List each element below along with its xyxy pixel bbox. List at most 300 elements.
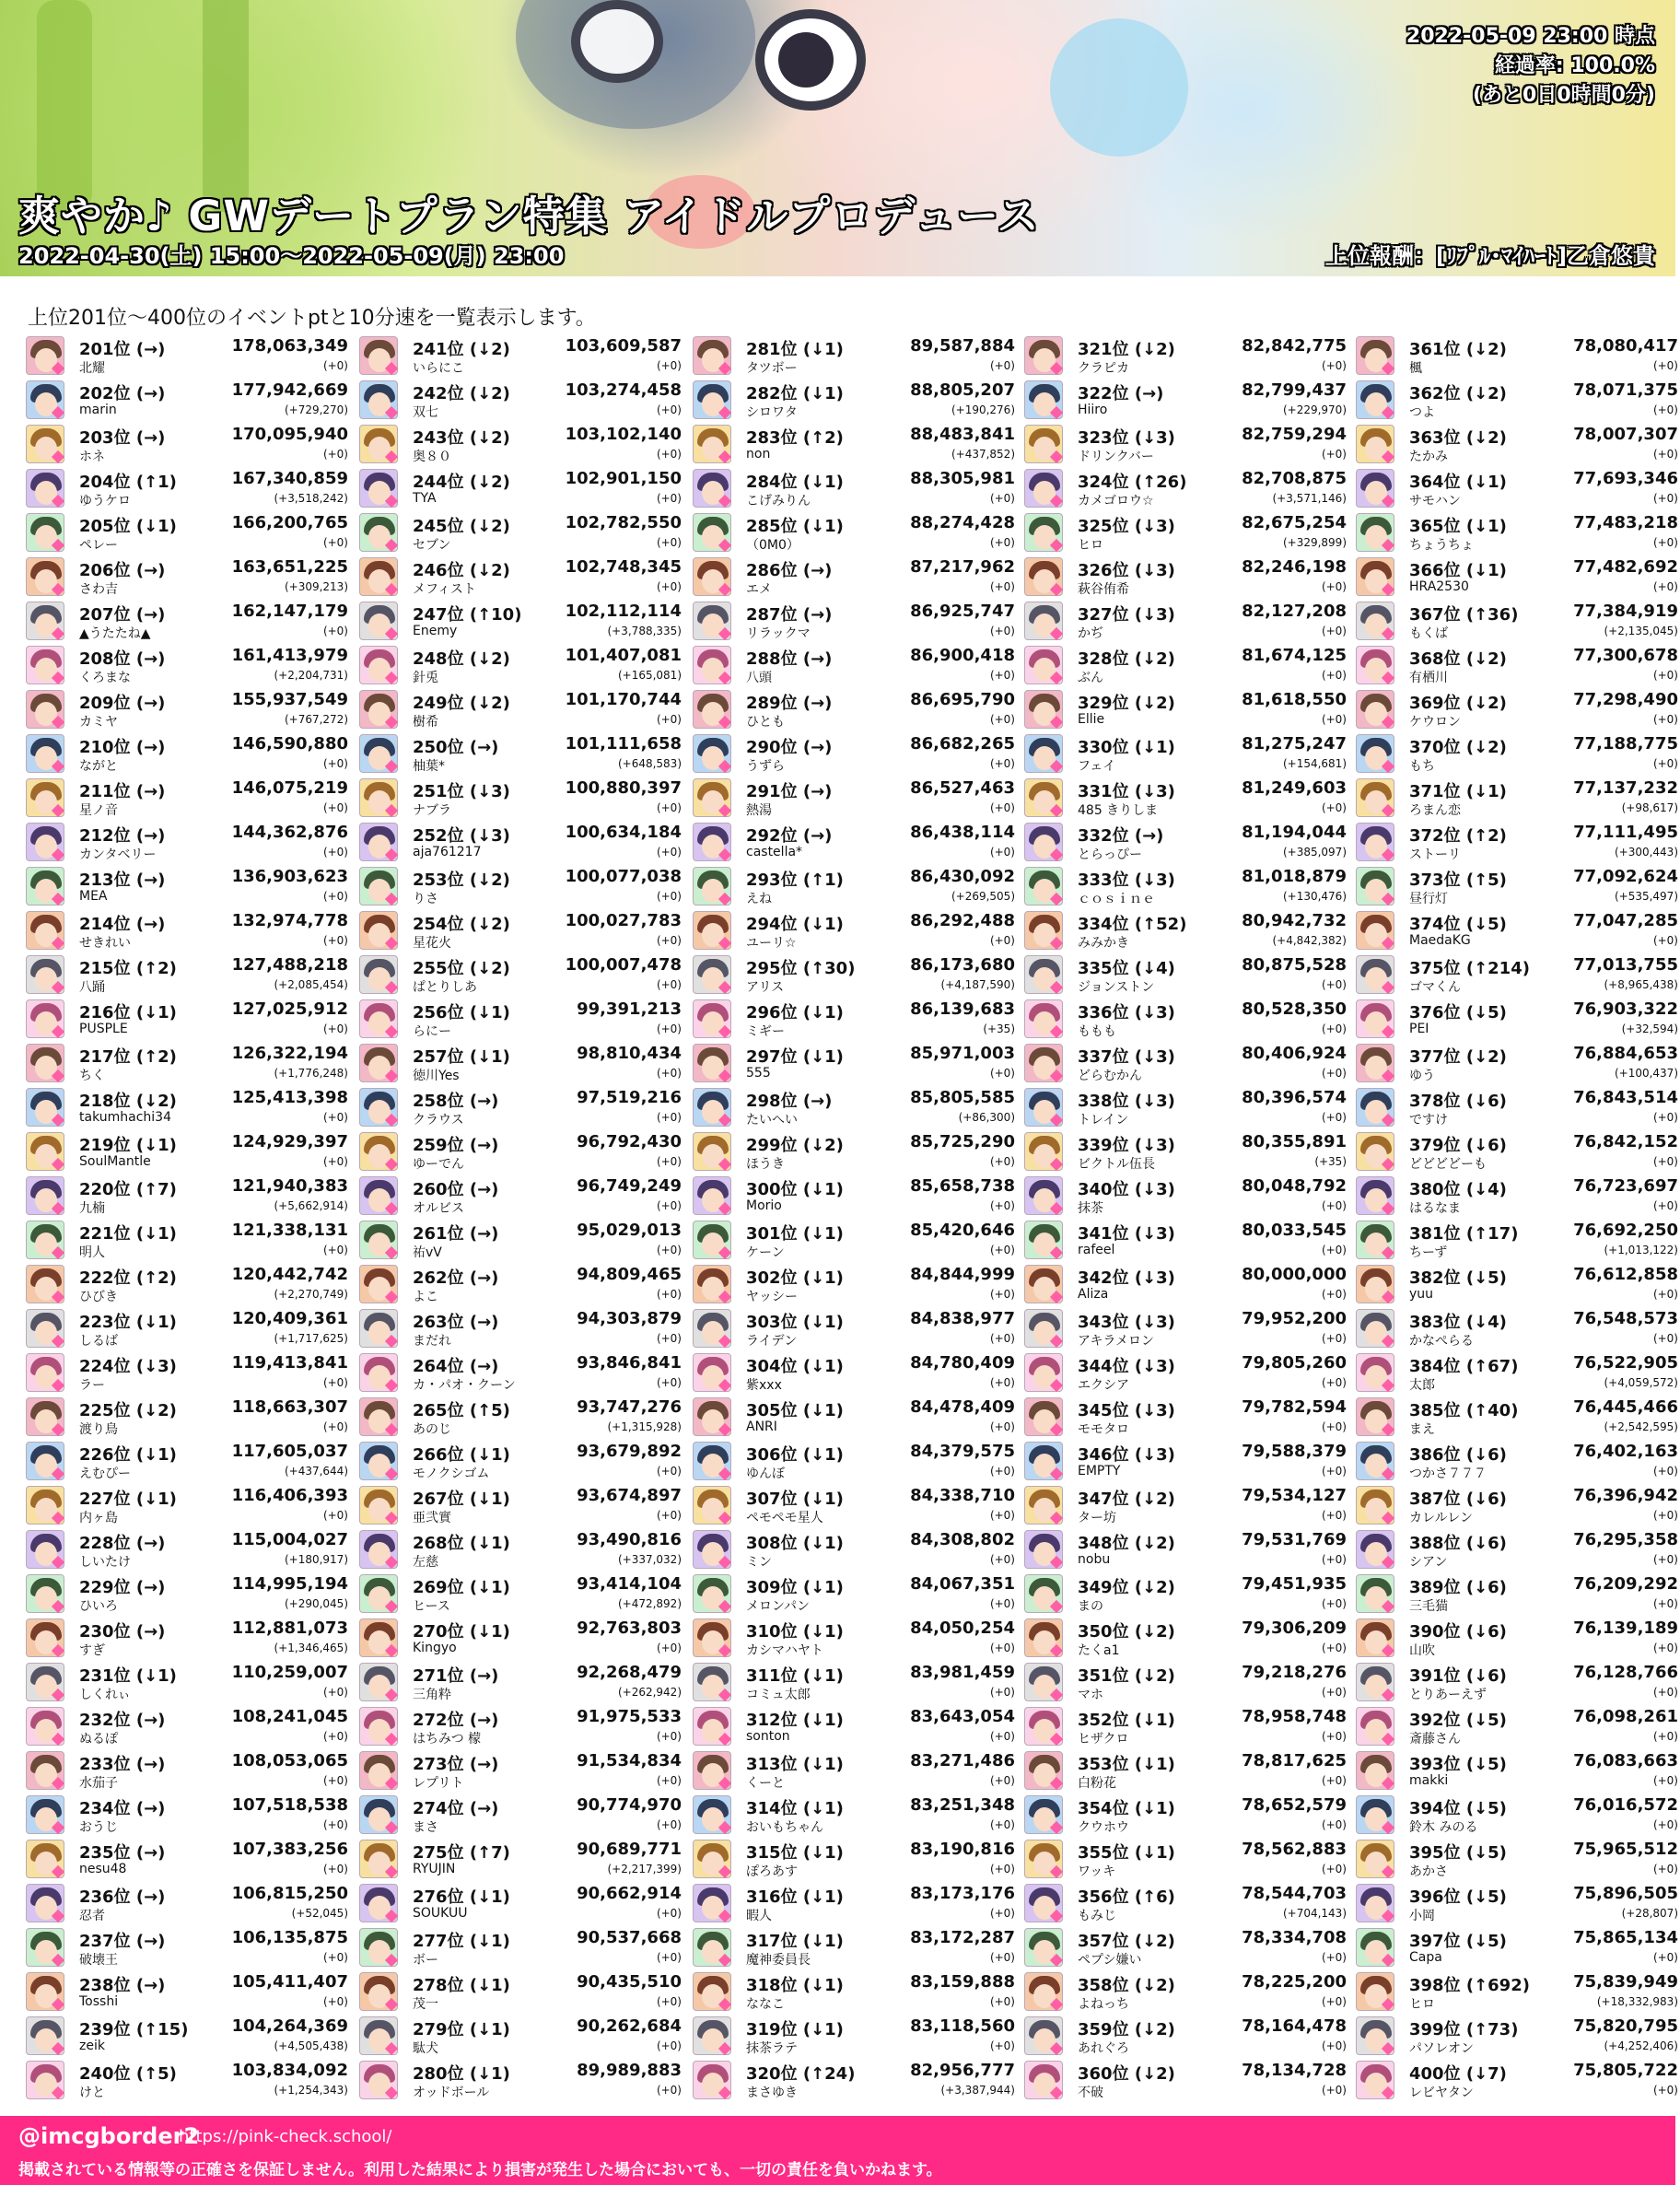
ranking-row[interactable] bbox=[1024, 466, 1348, 510]
rank-label: 318位 (↓1) bbox=[746, 1976, 844, 1995]
ranking-row[interactable] bbox=[1356, 1616, 1680, 1660]
event-points: 105,411,407 bbox=[231, 1972, 348, 1992]
idol-avatar bbox=[693, 2016, 731, 2055]
rank-label: 289位 (→) bbox=[746, 694, 833, 713]
ranking-row[interactable] bbox=[693, 997, 1017, 1041]
ten-minute-speed: (+1,776,248) bbox=[274, 1067, 348, 1080]
ranking-row[interactable] bbox=[1024, 599, 1348, 643]
event-points: 88,805,207 bbox=[910, 380, 1015, 400]
ranking-row[interactable] bbox=[693, 1660, 1017, 1704]
ranking-row[interactable] bbox=[359, 731, 683, 776]
ranking-row[interactable] bbox=[1024, 952, 1348, 997]
ten-minute-speed: (+5,662,914) bbox=[274, 1199, 348, 1212]
ranking-row[interactable] bbox=[1356, 422, 1680, 466]
ranking-row[interactable] bbox=[359, 1572, 683, 1616]
ranking-row[interactable] bbox=[693, 1837, 1017, 1881]
ranking-row[interactable] bbox=[26, 510, 350, 555]
ranking-row[interactable] bbox=[26, 1439, 350, 1483]
ranking-row[interactable] bbox=[1356, 1483, 1680, 1527]
ranking-row[interactable] bbox=[1024, 1262, 1348, 1306]
site-link[interactable]: https://pink-check.school/ bbox=[179, 2127, 392, 2146]
idol-avatar bbox=[359, 911, 398, 950]
ranking-row[interactable] bbox=[26, 2058, 350, 2102]
ranking-row[interactable] bbox=[359, 466, 683, 510]
ranking-row[interactable] bbox=[26, 1748, 350, 1793]
ranking-row[interactable] bbox=[693, 731, 1017, 776]
ranking-row[interactable] bbox=[359, 643, 683, 687]
idol-avatar bbox=[1356, 1176, 1394, 1215]
ranking-row[interactable] bbox=[359, 1306, 683, 1350]
ranking-row[interactable] bbox=[1356, 1660, 1680, 1704]
ranking-row[interactable] bbox=[693, 1925, 1017, 1969]
ranking-row[interactable] bbox=[693, 1262, 1017, 1306]
ranking-row[interactable] bbox=[359, 378, 683, 422]
ranking-row[interactable] bbox=[1356, 776, 1680, 820]
idol-avatar bbox=[693, 1221, 731, 1259]
producer-name: 駄犬 bbox=[413, 2041, 438, 2056]
ranking-row[interactable] bbox=[693, 952, 1017, 997]
ranking-row[interactable] bbox=[693, 1793, 1017, 1837]
ranking-row[interactable] bbox=[693, 1129, 1017, 1174]
ranking-row[interactable] bbox=[693, 687, 1017, 731]
ranking-row[interactable] bbox=[1024, 776, 1348, 820]
ten-minute-speed: (+0) bbox=[1321, 1863, 1347, 1875]
ranking-row[interactable] bbox=[26, 1041, 350, 1085]
ten-minute-speed: (+0) bbox=[1652, 1863, 1678, 1875]
ranking-row[interactable] bbox=[26, 952, 350, 997]
ranking-row[interactable] bbox=[359, 997, 683, 1041]
ranking-row[interactable] bbox=[359, 555, 683, 599]
ranking-row[interactable] bbox=[1356, 1350, 1680, 1395]
ranking-row[interactable] bbox=[359, 908, 683, 952]
ranking-row[interactable] bbox=[693, 1395, 1017, 1439]
rank-label: 257位 (↓1) bbox=[413, 1047, 510, 1067]
ranking-row[interactable] bbox=[359, 1660, 683, 1704]
ranking-row[interactable] bbox=[1356, 1837, 1680, 1881]
ranking-row[interactable] bbox=[1024, 731, 1348, 776]
rank-label: 227位 (↓1) bbox=[79, 1490, 177, 1509]
event-points: 110,259,007 bbox=[231, 1663, 348, 1682]
ranking-row[interactable] bbox=[1356, 510, 1680, 555]
ranking-row[interactable] bbox=[1356, 1129, 1680, 1174]
ten-minute-speed: (+0) bbox=[1321, 1022, 1347, 1035]
event-points: 86,292,488 bbox=[910, 911, 1015, 930]
ranking-row[interactable] bbox=[26, 1572, 350, 1616]
ranking-row[interactable] bbox=[1024, 1439, 1348, 1483]
ranking-row[interactable] bbox=[359, 2014, 683, 2058]
rank-label: 202位 (→) bbox=[79, 384, 166, 403]
ranking-row[interactable] bbox=[1356, 864, 1680, 908]
ranking-row[interactable] bbox=[359, 1704, 683, 1748]
ranking-row[interactable] bbox=[1024, 1483, 1348, 1527]
ranking-row[interactable] bbox=[26, 599, 350, 643]
ranking-row[interactable] bbox=[1024, 687, 1348, 731]
idol-avatar bbox=[359, 1707, 398, 1746]
ranking-row[interactable] bbox=[1356, 333, 1680, 378]
producer-name: PEI bbox=[1409, 1022, 1429, 1036]
ranking-row[interactable] bbox=[1356, 378, 1680, 422]
ranking-row[interactable] bbox=[359, 1793, 683, 1837]
idol-avatar bbox=[693, 1309, 731, 1348]
ten-minute-speed: (+0) bbox=[1321, 1465, 1347, 1478]
producer-name: ケーン bbox=[746, 1245, 785, 1260]
event-points: 86,695,790 bbox=[910, 690, 1015, 709]
ranking-row[interactable] bbox=[1356, 643, 1680, 687]
rank-label: 286位 (→) bbox=[746, 561, 833, 580]
ranking-row[interactable] bbox=[1024, 1660, 1348, 1704]
idol-avatar bbox=[1024, 911, 1063, 950]
ranking-row[interactable] bbox=[26, 997, 350, 1041]
rank-label: 388位 (↓6) bbox=[1409, 1534, 1507, 1553]
ranking-row[interactable] bbox=[1024, 2014, 1348, 2058]
ranking-row[interactable] bbox=[1024, 555, 1348, 599]
ranking-row[interactable] bbox=[26, 555, 350, 599]
event-points: 77,047,285 bbox=[1573, 911, 1678, 930]
ranking-row[interactable] bbox=[1024, 1793, 1348, 1837]
rank-label: 245位 (↓2) bbox=[413, 517, 510, 536]
ranking-row[interactable] bbox=[359, 1527, 683, 1572]
ranking-row[interactable] bbox=[693, 864, 1017, 908]
ranking-row[interactable] bbox=[1024, 997, 1348, 1041]
ten-minute-speed: (+0) bbox=[656, 1995, 682, 2008]
ranking-row[interactable] bbox=[693, 2058, 1017, 2102]
ranking-row[interactable] bbox=[1024, 1085, 1348, 1129]
ranking-row[interactable] bbox=[359, 1881, 683, 1925]
ranking-row[interactable] bbox=[26, 687, 350, 731]
ranking-row[interactable] bbox=[1356, 820, 1680, 864]
ranking-row[interactable] bbox=[693, 1748, 1017, 1793]
ranking-row[interactable] bbox=[693, 1704, 1017, 1748]
rank-label: 311位 (↓1) bbox=[746, 1666, 844, 1686]
ranking-row[interactable] bbox=[359, 864, 683, 908]
ranking-row[interactable] bbox=[1024, 1218, 1348, 1262]
ranking-row[interactable] bbox=[1356, 1174, 1680, 1218]
producer-name: おうじ bbox=[79, 1820, 118, 1835]
ranking-row[interactable] bbox=[1356, 555, 1680, 599]
rank-label: 396位 (↓5) bbox=[1409, 1887, 1507, 1907]
ranking-row[interactable] bbox=[1024, 1306, 1348, 1350]
ranking-row[interactable] bbox=[1024, 1129, 1348, 1174]
rank-label: 233位 (→) bbox=[79, 1755, 166, 1774]
ranking-row[interactable] bbox=[693, 1527, 1017, 1572]
ten-minute-speed: (+0) bbox=[322, 846, 348, 859]
ranking-row[interactable] bbox=[1356, 1881, 1680, 1925]
producer-name: シロワタ bbox=[746, 405, 798, 420]
producer-name: 萩谷侑希 bbox=[1078, 582, 1129, 597]
ranking-row[interactable] bbox=[693, 1041, 1017, 1085]
event-points: 178,063,349 bbox=[231, 336, 348, 356]
ranking-row[interactable] bbox=[359, 1925, 683, 1969]
event-points: 155,937,549 bbox=[231, 690, 348, 709]
ranking-row[interactable] bbox=[693, 422, 1017, 466]
producer-name: あかさ bbox=[1409, 1864, 1448, 1879]
ranking-row[interactable] bbox=[359, 776, 683, 820]
ten-minute-speed: (+0) bbox=[1652, 1951, 1678, 1964]
ranking-row[interactable] bbox=[26, 908, 350, 952]
ten-minute-speed: (+1,346,465) bbox=[274, 1642, 348, 1654]
rank-label: 332位 (→) bbox=[1078, 826, 1164, 846]
ranking-row[interactable] bbox=[26, 1660, 350, 1704]
ranking-row[interactable] bbox=[26, 1129, 350, 1174]
ranking-row[interactable] bbox=[26, 643, 350, 687]
ranking-row[interactable] bbox=[1024, 864, 1348, 908]
ranking-row[interactable] bbox=[693, 908, 1017, 952]
idol-avatar bbox=[1356, 690, 1394, 729]
twitter-handle[interactable]: @imcgborder2 bbox=[18, 2123, 200, 2149]
idol-avatar bbox=[1356, 1928, 1394, 1967]
ranking-row[interactable] bbox=[693, 776, 1017, 820]
ranking-row[interactable] bbox=[26, 422, 350, 466]
ranking-row[interactable] bbox=[1024, 1969, 1348, 2014]
ten-minute-speed: (+0) bbox=[1321, 1376, 1347, 1389]
producer-name: まさ bbox=[413, 1820, 438, 1835]
ranking-row[interactable] bbox=[1356, 1041, 1680, 1085]
idol-avatar bbox=[1356, 1309, 1394, 1348]
ranking-row[interactable] bbox=[359, 333, 683, 378]
idol-avatar bbox=[26, 867, 64, 906]
ranking-row[interactable] bbox=[1356, 1572, 1680, 1616]
producer-name: ゆんぼ bbox=[746, 1466, 785, 1481]
idol-avatar bbox=[1024, 646, 1063, 684]
ranking-row[interactable] bbox=[359, 1041, 683, 1085]
ranking-row[interactable] bbox=[1356, 1969, 1680, 2014]
ten-minute-speed: (+165,081) bbox=[617, 669, 682, 682]
ten-minute-speed: (+329,899) bbox=[1282, 536, 1347, 549]
idol-avatar bbox=[1024, 1221, 1063, 1259]
producer-name: 白粉花 bbox=[1078, 1776, 1116, 1791]
ranking-row[interactable] bbox=[26, 1837, 350, 1881]
ranking-row[interactable] bbox=[359, 1748, 683, 1793]
ranking-row[interactable] bbox=[26, 378, 350, 422]
ranking-row[interactable] bbox=[359, 1969, 683, 2014]
rank-label: 275位 (↑7) bbox=[413, 1843, 510, 1863]
ranking-row[interactable] bbox=[1356, 466, 1680, 510]
ten-minute-speed: (+0) bbox=[989, 580, 1015, 593]
ranking-row[interactable] bbox=[693, 1218, 1017, 1262]
ranking-row[interactable] bbox=[1356, 1218, 1680, 1262]
ten-minute-speed: (+2,270,749) bbox=[274, 1288, 348, 1301]
ranking-row[interactable] bbox=[1024, 1925, 1348, 1969]
event-points: 101,111,658 bbox=[565, 734, 682, 754]
ranking-row[interactable] bbox=[26, 2014, 350, 2058]
ranking-row[interactable] bbox=[26, 1483, 350, 1527]
ranking-row[interactable] bbox=[1356, 1925, 1680, 1969]
producer-name: りさ bbox=[413, 892, 438, 906]
ranking-row[interactable] bbox=[693, 820, 1017, 864]
rank-label: 316位 (↓1) bbox=[746, 1887, 844, 1907]
ranking-row[interactable] bbox=[693, 1306, 1017, 1350]
idol-avatar bbox=[359, 1132, 398, 1171]
rank-label: 400位 (↓7) bbox=[1409, 2064, 1507, 2084]
ranking-row[interactable] bbox=[693, 2014, 1017, 2058]
producer-name: かぢ bbox=[1078, 626, 1103, 641]
ranking-row[interactable] bbox=[359, 1395, 683, 1439]
rank-label: 232位 (→) bbox=[79, 1711, 166, 1730]
ranking-row[interactable] bbox=[693, 1174, 1017, 1218]
producer-name: 鈴木 みのる bbox=[1409, 1820, 1478, 1835]
ranking-row[interactable] bbox=[693, 1616, 1017, 1660]
ranking-row[interactable] bbox=[1356, 908, 1680, 952]
ranking-row[interactable] bbox=[1356, 1748, 1680, 1793]
ranking-row[interactable] bbox=[1024, 422, 1348, 466]
ranking-row[interactable] bbox=[1024, 820, 1348, 864]
ranking-row[interactable] bbox=[1356, 599, 1680, 643]
rank-label: 305位 (↓1) bbox=[746, 1401, 844, 1420]
event-points: 170,095,940 bbox=[231, 425, 348, 444]
ranking-row[interactable] bbox=[1024, 1041, 1348, 1085]
ranking-row[interactable] bbox=[359, 1262, 683, 1306]
ranking-row[interactable] bbox=[1356, 1306, 1680, 1350]
ranking-row[interactable] bbox=[26, 1925, 350, 1969]
rank-label: 361位 (↓2) bbox=[1409, 340, 1507, 359]
ranking-row[interactable] bbox=[26, 1262, 350, 1306]
ranking-row[interactable] bbox=[693, 1483, 1017, 1527]
ranking-row[interactable] bbox=[26, 466, 350, 510]
ranking-row[interactable] bbox=[693, 1969, 1017, 2014]
ranking-row[interactable] bbox=[26, 820, 350, 864]
ranking-row[interactable] bbox=[1024, 378, 1348, 422]
ranking-row[interactable] bbox=[1356, 997, 1680, 1041]
ranking-row[interactable] bbox=[26, 1395, 350, 1439]
ranking-row[interactable] bbox=[359, 1129, 683, 1174]
event-points: 100,634,184 bbox=[565, 823, 682, 842]
ranking-row[interactable] bbox=[359, 510, 683, 555]
ranking-row[interactable] bbox=[1024, 1527, 1348, 1572]
ranking-row[interactable] bbox=[1024, 1572, 1348, 1616]
ten-minute-speed: (+0) bbox=[322, 1022, 348, 1035]
ranking-row[interactable] bbox=[26, 1969, 350, 2014]
ranking-row[interactable] bbox=[359, 1439, 683, 1483]
ranking-row[interactable] bbox=[693, 1439, 1017, 1483]
ranking-row[interactable] bbox=[359, 687, 683, 731]
rank-label: 356位 (↑6) bbox=[1078, 1887, 1175, 1907]
ranking-row[interactable] bbox=[359, 952, 683, 997]
ranking-row[interactable] bbox=[1024, 333, 1348, 378]
rank-label: 383位 (↓4) bbox=[1409, 1313, 1507, 1332]
event-points: 79,805,260 bbox=[1242, 1353, 1347, 1373]
idol-avatar bbox=[693, 1972, 731, 2011]
ranking-row[interactable] bbox=[26, 1174, 350, 1218]
ranking-row[interactable] bbox=[26, 1527, 350, 1572]
ranking-row[interactable] bbox=[1356, 2014, 1680, 2058]
ranking-row[interactable] bbox=[26, 1218, 350, 1262]
producer-name: ですけ bbox=[1409, 1113, 1448, 1128]
ranking-row[interactable] bbox=[693, 599, 1017, 643]
ranking-row[interactable] bbox=[1024, 1748, 1348, 1793]
event-points: 77,137,232 bbox=[1573, 778, 1678, 798]
ranking-row[interactable] bbox=[693, 333, 1017, 378]
ranking-row[interactable] bbox=[359, 820, 683, 864]
ranking-row[interactable] bbox=[359, 1837, 683, 1881]
ranking-row[interactable] bbox=[1024, 1350, 1348, 1395]
producer-name: ヒロ bbox=[1078, 538, 1103, 553]
rank-label: 219位 (↓1) bbox=[79, 1136, 177, 1155]
ranking-row[interactable] bbox=[26, 1793, 350, 1837]
ranking-row[interactable] bbox=[359, 2058, 683, 2102]
event-points: 76,016,572 bbox=[1573, 1795, 1678, 1815]
ranking-row[interactable] bbox=[26, 1881, 350, 1925]
ranking-row[interactable] bbox=[359, 422, 683, 466]
ranking-row[interactable] bbox=[1356, 731, 1680, 776]
ranking-row[interactable] bbox=[26, 333, 350, 378]
ranking-row[interactable] bbox=[1024, 1837, 1348, 1881]
ranking-row[interactable] bbox=[693, 1085, 1017, 1129]
ten-minute-speed: (+0) bbox=[656, 536, 682, 549]
ranking-row[interactable] bbox=[1024, 510, 1348, 555]
ranking-row[interactable] bbox=[359, 599, 683, 643]
ranking-row[interactable] bbox=[693, 643, 1017, 687]
producer-name: ほうき bbox=[746, 1157, 785, 1172]
ranking-row[interactable] bbox=[693, 555, 1017, 599]
ranking-row[interactable] bbox=[1024, 1616, 1348, 1660]
ranking-row[interactable] bbox=[1356, 1439, 1680, 1483]
ten-minute-speed: (+0) bbox=[1321, 1686, 1347, 1699]
idol-avatar bbox=[1356, 1442, 1394, 1480]
ranking-row[interactable] bbox=[26, 1704, 350, 1748]
ranking-row[interactable] bbox=[693, 1572, 1017, 1616]
ranking-row[interactable] bbox=[1356, 1395, 1680, 1439]
ten-minute-speed: (+0) bbox=[322, 536, 348, 549]
ranking-row[interactable] bbox=[693, 510, 1017, 555]
event-points: 79,534,127 bbox=[1242, 1486, 1347, 1505]
ranking-row[interactable] bbox=[1356, 1704, 1680, 1748]
ranking-row[interactable] bbox=[26, 1616, 350, 1660]
ranking-row[interactable] bbox=[693, 466, 1017, 510]
ranking-row[interactable] bbox=[1356, 1262, 1680, 1306]
ranking-row[interactable] bbox=[26, 1085, 350, 1129]
ranking-row[interactable] bbox=[26, 1350, 350, 1395]
ranking-row[interactable] bbox=[1356, 687, 1680, 731]
ranking-row[interactable] bbox=[359, 1218, 683, 1262]
ranking-row[interactable] bbox=[1356, 1527, 1680, 1572]
ranking-row[interactable] bbox=[359, 1483, 683, 1527]
ranking-row[interactable] bbox=[1356, 1085, 1680, 1129]
ranking-row[interactable] bbox=[693, 378, 1017, 422]
ranking-row[interactable] bbox=[693, 1881, 1017, 1925]
event-points: 75,805,722 bbox=[1573, 2061, 1678, 2080]
ranking-row[interactable] bbox=[1024, 1881, 1348, 1925]
ranking-row[interactable] bbox=[1356, 2058, 1680, 2102]
ranking-row[interactable] bbox=[359, 1085, 683, 1129]
idol-avatar bbox=[359, 1751, 398, 1790]
ranking-row[interactable] bbox=[359, 1350, 683, 1395]
ranking-row[interactable] bbox=[693, 1350, 1017, 1395]
event-points: 85,805,585 bbox=[910, 1088, 1015, 1107]
rank-label: 355位 (↓1) bbox=[1078, 1843, 1175, 1863]
ranking-row[interactable] bbox=[26, 864, 350, 908]
ranking-row[interactable] bbox=[359, 1174, 683, 1218]
ranking-row[interactable] bbox=[1024, 2058, 1348, 2102]
ranking-row[interactable] bbox=[1024, 643, 1348, 687]
ranking-row[interactable] bbox=[1356, 952, 1680, 997]
ranking-row[interactable] bbox=[1024, 1395, 1348, 1439]
ranking-row[interactable] bbox=[1356, 1793, 1680, 1837]
event-points: 101,407,081 bbox=[565, 646, 682, 665]
ranking-row[interactable] bbox=[1024, 1174, 1348, 1218]
rank-label: 222位 (↑2) bbox=[79, 1268, 177, 1288]
producer-name: もみじ bbox=[1078, 1909, 1116, 1923]
ranking-row[interactable] bbox=[1024, 908, 1348, 952]
ranking-row[interactable] bbox=[359, 1616, 683, 1660]
idol-avatar bbox=[1356, 823, 1394, 861]
producer-name: いらにこ bbox=[413, 361, 464, 376]
ranking-row[interactable] bbox=[1024, 1704, 1348, 1748]
ranking-row[interactable] bbox=[26, 731, 350, 776]
ranking-row[interactable] bbox=[26, 776, 350, 820]
rank-label: 385位 (↑40) bbox=[1409, 1401, 1519, 1420]
event-points: 76,692,250 bbox=[1573, 1221, 1678, 1240]
ranking-row[interactable] bbox=[26, 1306, 350, 1350]
